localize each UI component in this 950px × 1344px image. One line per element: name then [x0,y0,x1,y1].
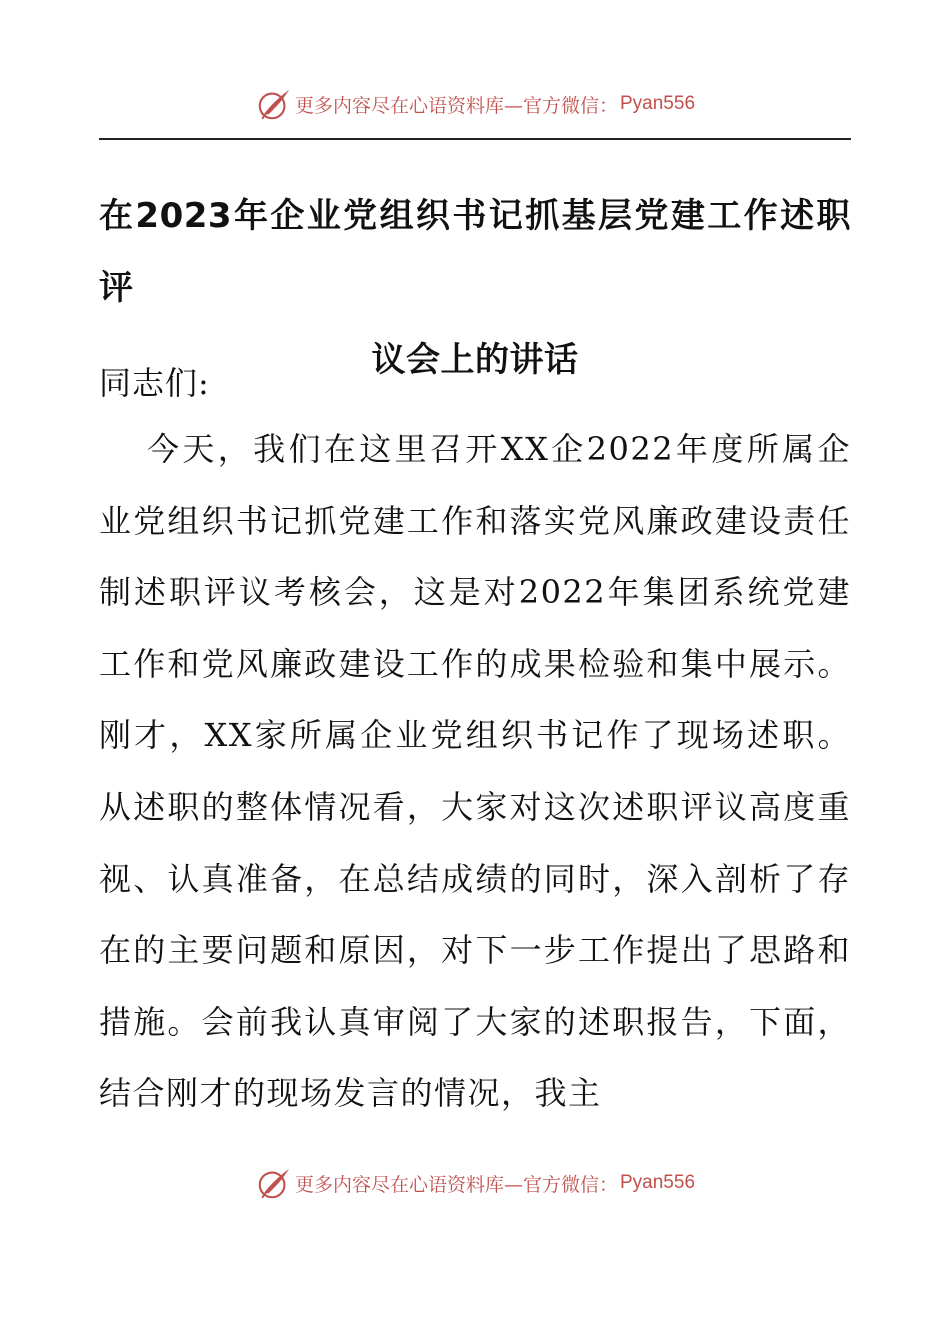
salutation: 同志们: [99,364,210,402]
watermark-text: 更多内容尽在心语资料库—官方微信： [294,94,618,117]
title-line-2: 议会上的讲话 [371,340,579,380]
header-divider [99,138,851,140]
quill-pen-logo-icon [255,85,293,123]
document-title [99,180,851,396]
quill-pen-logo-icon [255,1164,293,1202]
header-watermark [0,84,950,124]
watermark-text: 更多内容尽在心语资料库—官方微信： [294,1173,618,1196]
footer-watermark [0,1163,950,1203]
watermark-contact: Pyan556 [620,1172,696,1193]
body-paragraph: 今天，我们在这里召开XX企2022年度所属企业党组织书记抓党建工作和落实党风廉政建设责任制述职评议考核会，这是对2022年集团系统党建工作和党风廉政建设工作的成果检验和集中展示。刚才，XX家所属企业党组织书记作了现场述职。从述职的整体情况看，大家对这次述职评议高度重视、认真准备，在总结成绩的同时，深入剖析了存在的主要问题和原因，对下一步工作提出了思路和措施。会前我认真审阅了大家的述职报告，下面，结合刚才的现场发言的情况，我主 [99,430,851,1113]
title-line-1: 在2023年企业党组织书记抓基层党建工作述职评 [99,196,851,308]
watermark-contact: Pyan556 [620,93,696,114]
